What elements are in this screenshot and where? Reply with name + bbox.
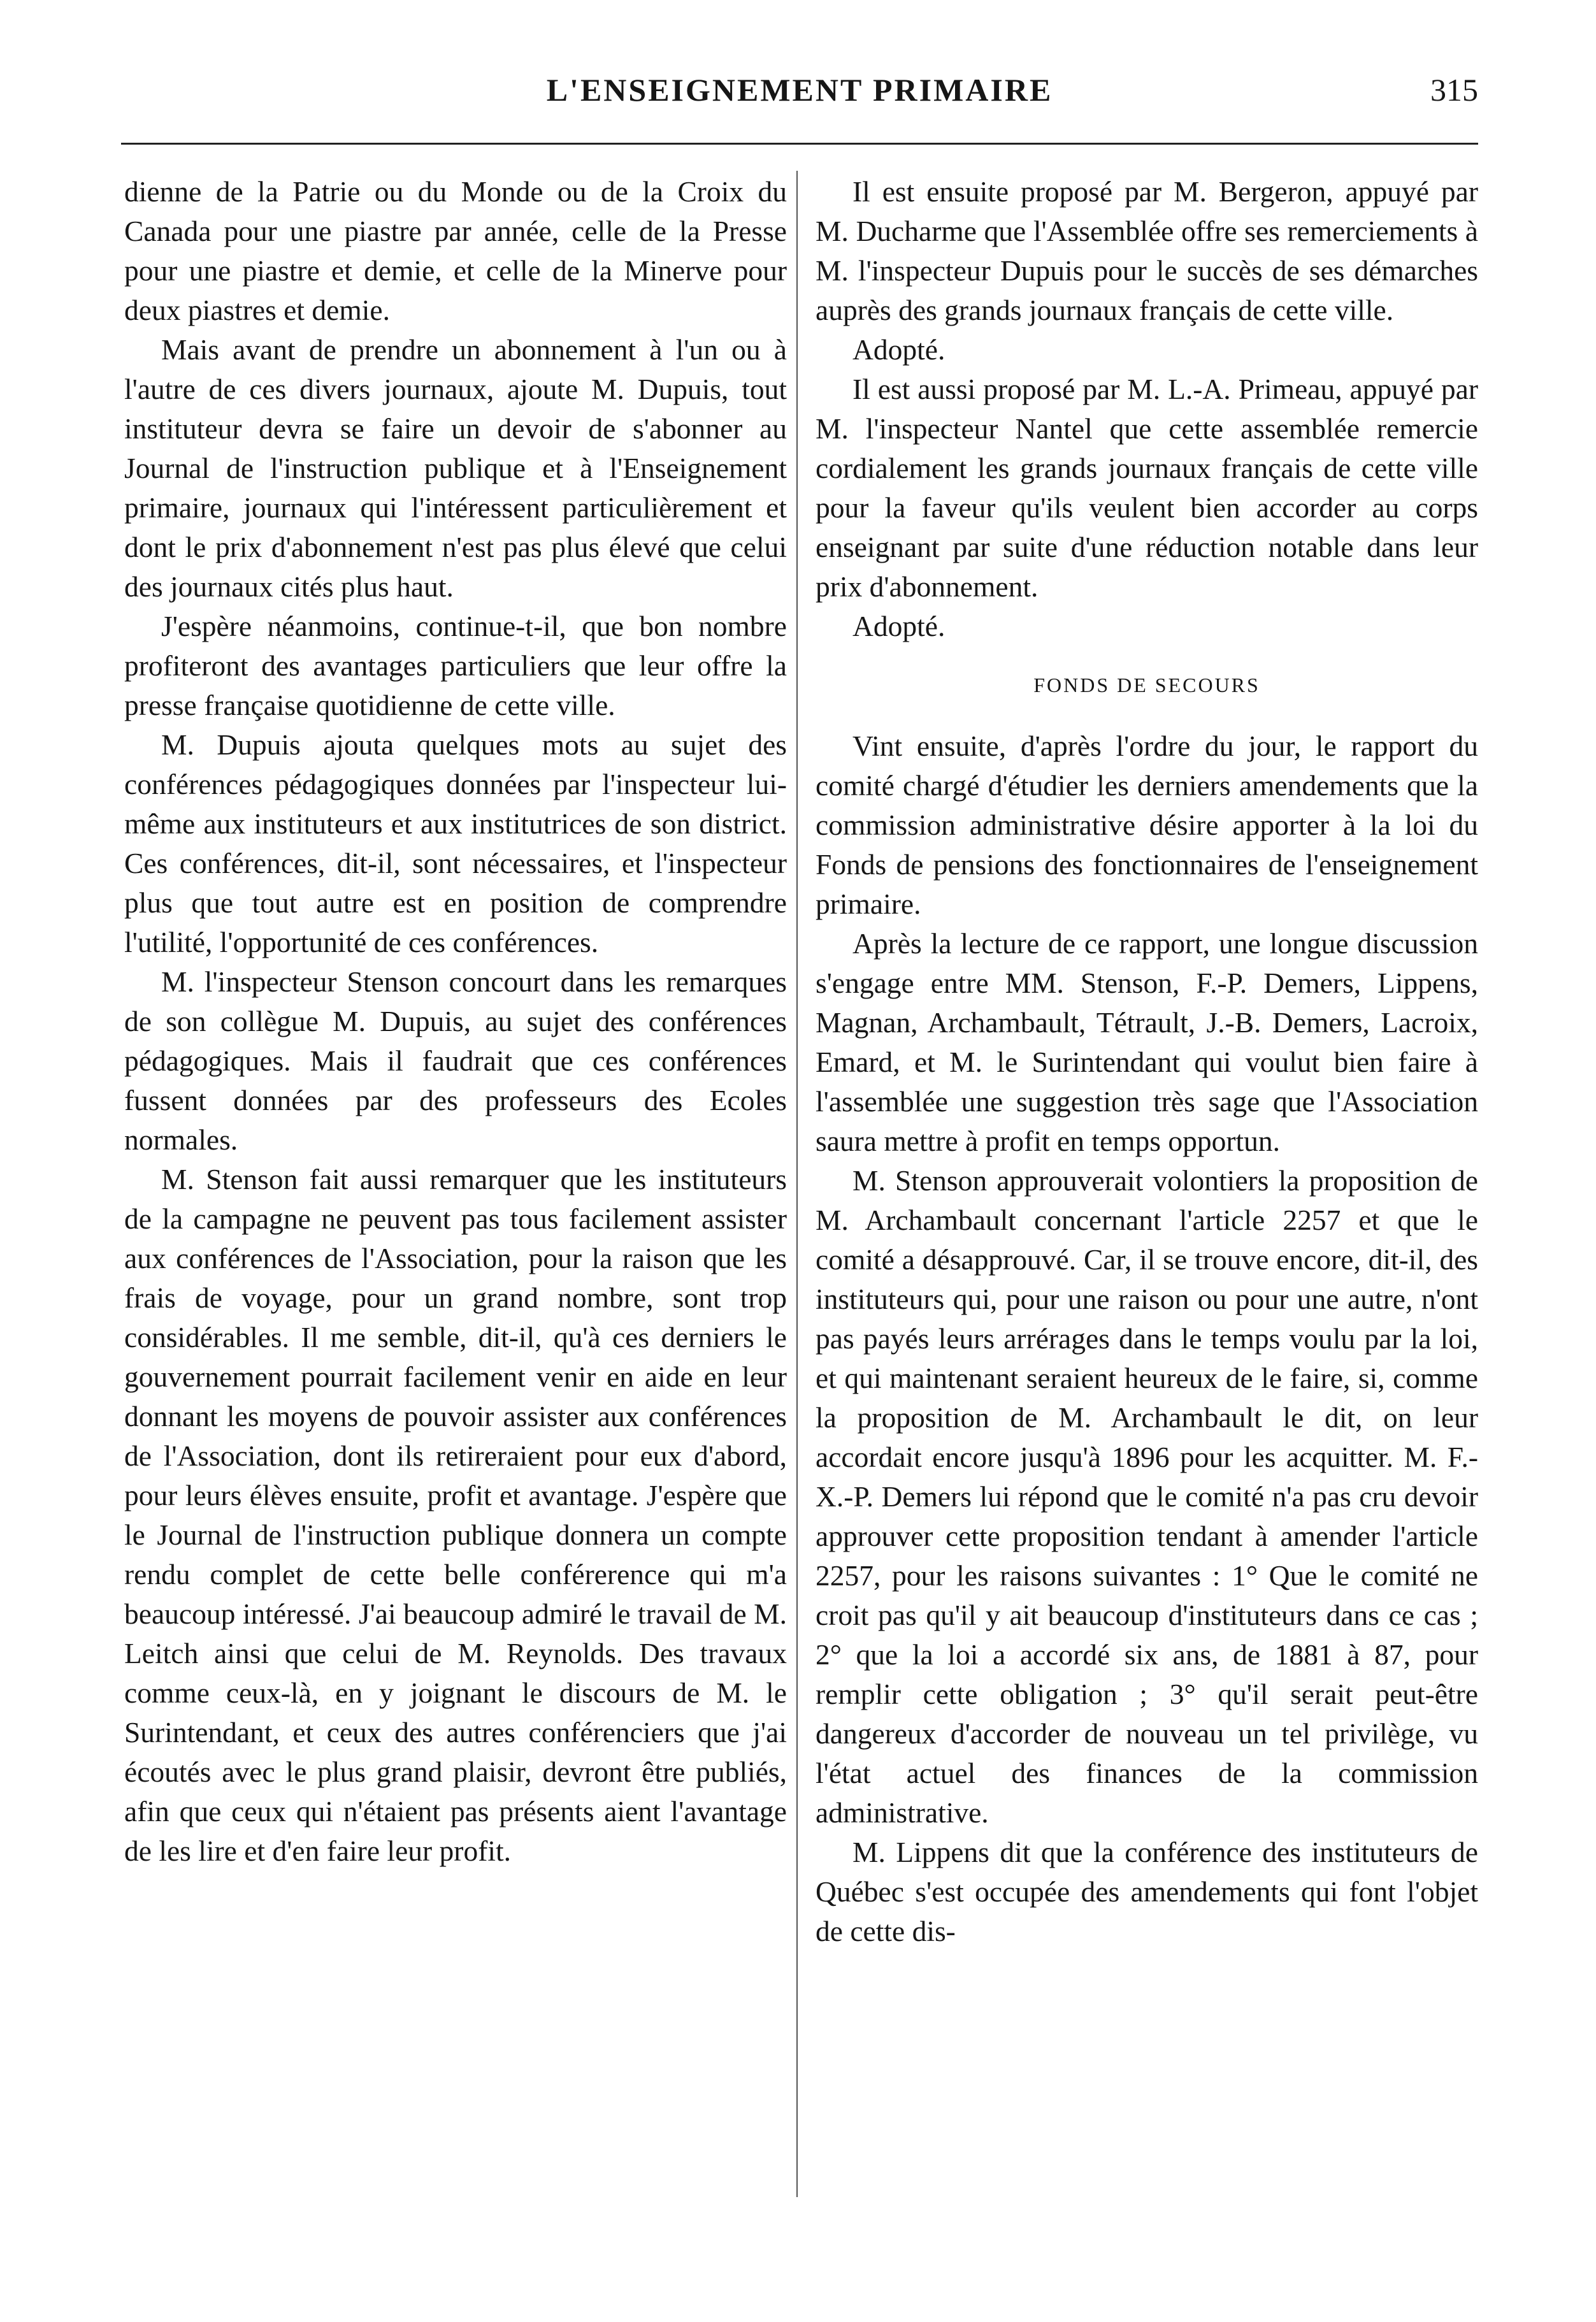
paragraph: Adopté. — [852, 333, 945, 366]
paragraph: M. Dupuis ajouta quelques mots au sujet des conférences pédagogiques données par l'inspecteur lui-même aux instituteurs et aux institutrices de son district. Ces conférences, dit-il, sont nécessaires, et l'inspecteur plus que tout autre est en position de comprendre l'utilité, l'opportunité de ces conférences. — [124, 728, 787, 958]
paragraph: Il est aussi proposé par M. L.-A. Primeau, appuyé par M. l'inspecteur Nantel que cette assemblée remercie cordialement les grands journaux français de cette ville pour la faveur qu'ils veulent bien accorder au corps enseignant par suite d'une réduction notable dans leur prix d'abonnement. — [816, 373, 1478, 603]
paragraph: M. l'inspecteur Stenson concourt dans les remarques de son collègue M. Dupuis, au sujet des conférences pédagogiques. Mais il faudrait que ces conférences fussent données par des professeurs des Ecoles normales. — [124, 965, 787, 1156]
paragraph: J'espère néanmoins, continue-t-il, que bon nombre profiteront des avantages particuliers que leur offre la presse française quotidienne de cette ville. — [124, 610, 787, 721]
paragraph: M. Stenson fait aussi remarquer que les instituteurs de la campagne ne peuvent pas tous facilement assister aux conférences de l'Association, pour la raison que les frais de voyage, pour un grand nombre, sont trop considérables. Il me semble, dit-il, qu'à ces derniers le gouvernement pourrait facilement venir en aide en leur donnant les moyens de pouvoir assister aux conférences de l'Association, dont ils retireraient pour eux d'abord, pour leurs élèves ensuite, profit et avantage. J'espère que le Journal de l'instruction publique donnera un compte rendu complet de cette belle conférerence qui m'a beaucoup intéressé. J'ai beaucoup admiré le travail de M. Leitch ainsi que celui de M. Reynolds. Des travaux comme ceux-là, en y joignant le discours de M. le Surintendant, et ceux des autres conférenciers que j'ai écoutés avec le plus grand plaisir, devront être publiés, afin que ceux qui n'étaient pas présents aient l'avantage de les lire et d'en faire leur profit. — [124, 1163, 787, 1867]
page-number: 315 — [1430, 72, 1478, 108]
paragraph: Après la lecture de ce rapport, une longue discussion s'engage entre MM. Stenson, F.-P. Demers, Lippens, Magnan, Archambault, Tétrault, J.-B. Demers, Lacroix, Emard, et M. le Surintendant qui voulut bien faire à l'assemblée une suggestion très sage que l'Association saura mettre à profit en temps opportun. — [816, 927, 1478, 1157]
running-title: L'ENSEIGNEMENT PRIMAIRE — [546, 72, 1053, 108]
page-header — [121, 71, 1478, 122]
paragraph: M. Stenson approuverait volontiers la proposition de M. Archambault concernant l'article 2257 et que le comité a désapprouvé. Car, il se trouve encore, dit-il, des instituteurs qui, pour une raison ou pour une autre, n'ont pas payés leurs arrérages dans le temps voulu par la loi, et qui maintenant seraient heureux de le faire, si, comme la proposition de M. Archambault le dit, on leur accordait encore jusqu'à 1896 pour les acquitter. M. F.-X.-P. Demers lui répond que le comité n'a pas cru devoir approuver cette proposition tendant à amender l'article 2257, pour les raisons suivantes : 1° Que le comité ne croit pas qu'il y ait beaucoup d'instituteurs dans ce cas ; 2° que la loi a accordé six ans, de 1881 à 87, pour remplir cette obligation ; 3° qu'il serait peut-être dangereux d'accorder de nouveau un tel privilège, vu l'état actuel des finances de la commission administrative. — [816, 1164, 1478, 1829]
paragraph: dienne de la Patrie ou du Monde ou de la Croix du Canada pour une piastre par année, celle de la Presse pour une piastre et demie, et celle de la Minerve pour deux piastres et demie. — [124, 175, 787, 326]
column-divider — [796, 171, 798, 2197]
paragraph: Adopté. — [852, 610, 945, 642]
paragraph: Vint ensuite, d'après l'ordre du jour, le rapport du comité chargé d'étudier les derniers amendements que la commission administrative désire apporter à la loi du Fonds de pensions des fonctionnaires de l'enseignement primaire. — [816, 730, 1478, 920]
left-column — [124, 172, 787, 1871]
header-rule — [121, 143, 1478, 145]
paragraph: Mais avant de prendre un abonnement à l'un ou à l'autre de ces divers journaux, ajoute M. Dupuis, tout instituteur devra se faire un devoir de s'abonner au Journal de l'instruction publique et à l'Enseignement primaire, journaux qui l'intéressent particulièrement et dont le prix d'abonnement n'est pas plus élevé que celui des journaux cités plus haut. — [124, 333, 787, 603]
section-heading: FONDS DE SECOURS — [1033, 674, 1260, 696]
paragraph: Il est ensuite proposé par M. Bergeron, appuyé par M. Ducharme que l'Assemblée offre ses remerciements à M. l'inspecteur Dupuis pour le succès de ses démarches auprès des grands journaux français de cette ville. — [816, 175, 1478, 326]
paragraph: M. Lippens dit que la conférence des instituteurs de Québec s'est occupée des amendements qui font l'objet de cette dis- — [816, 1836, 1478, 1947]
right-column — [816, 172, 1478, 1951]
